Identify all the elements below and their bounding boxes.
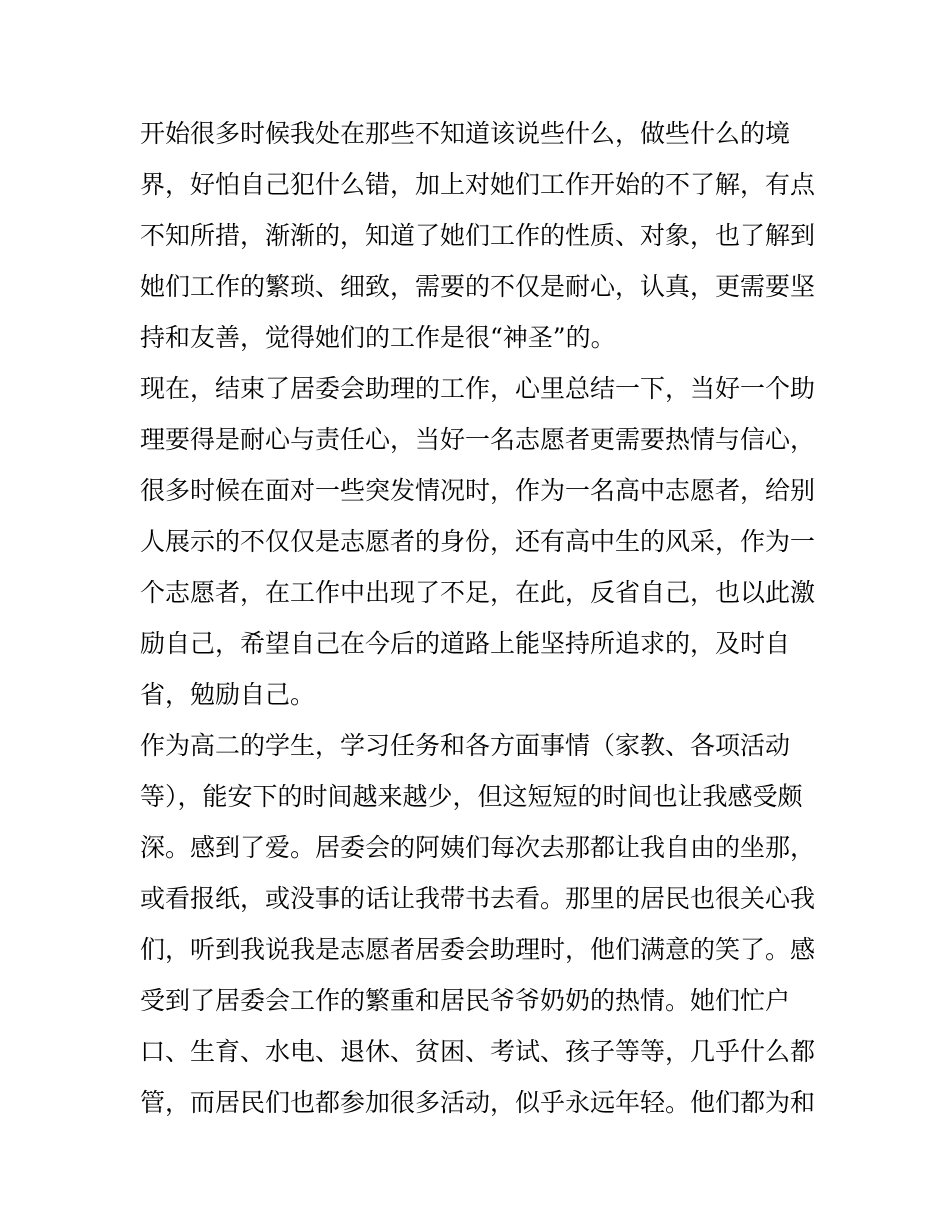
text-line-15: 深。感到了爱。居委会的阿姨们每次去那都让我自由的坐那，: [140, 833, 816, 862]
text-line-6: 现在，结束了居委会助理的工作，心里总结一下，当好一个助: [140, 374, 816, 403]
text-line-1: 开始很多时候我处在那些不知道该说些什么，做些什么的境: [140, 119, 791, 148]
text-line-4: 她们工作的繁琐、细致，需要的不仅是耐心，认真，更需要坚: [140, 272, 816, 301]
text-line-3: 不知所措，渐渐的，知道了她们工作的性质、对象，也了解到: [140, 221, 816, 250]
text-line-12: 省，勉励自己。: [140, 680, 316, 709]
body-text: [140, 108, 820, 1128]
text-line-16: 或看报纸，或没事的话让我带书去看。那里的居民也很关心我: [140, 884, 816, 913]
text-line-8: 很多时候在面对一些突发情况时，作为一名高中志愿者，给别: [140, 476, 816, 505]
text-line-2: 界，好怕自己犯什么错，加上对她们工作开始的不了解，有点: [140, 170, 816, 199]
text-line-19: 口、生育、水电、退休、贫困、考试、孩子等等，几乎什么都: [140, 1037, 816, 1066]
text-line-13: 作为高二的学生，学习任务和各方面事情（家教、各项活动: [140, 731, 791, 760]
text-line-20: 管，而居民们也都参加很多活动，似乎永远年轻。他们都为和: [140, 1088, 816, 1117]
text-line-10: 个志愿者，在工作中出现了不足，在此，反省自己，也以此激: [140, 578, 816, 607]
text-line-9: 人展示的不仅仅是志愿者的身份，还有高中生的风采，作为一: [140, 527, 816, 556]
text-line-11: 励自己，希望自己在今后的道路上能坚持所追求的，及时自: [140, 629, 791, 658]
text-line-18: 受到了居委会工作的繁重和居民爷爷奶奶的热情。她们忙户: [140, 986, 791, 1015]
text-line-14: 等），能安下的时间越来越少，但这短短的时间也让我感受颇: [140, 782, 803, 811]
text-line-5: 持和友善，觉得她们的工作是很“神圣”的。: [140, 323, 616, 352]
text-line-7: 理要得是耐心与责任心，当好一名志愿者更需要热情与信心，: [140, 425, 816, 454]
text-line-17: 们，听到我说我是志愿者居委会助理时，他们满意的笑了。感: [140, 935, 816, 964]
